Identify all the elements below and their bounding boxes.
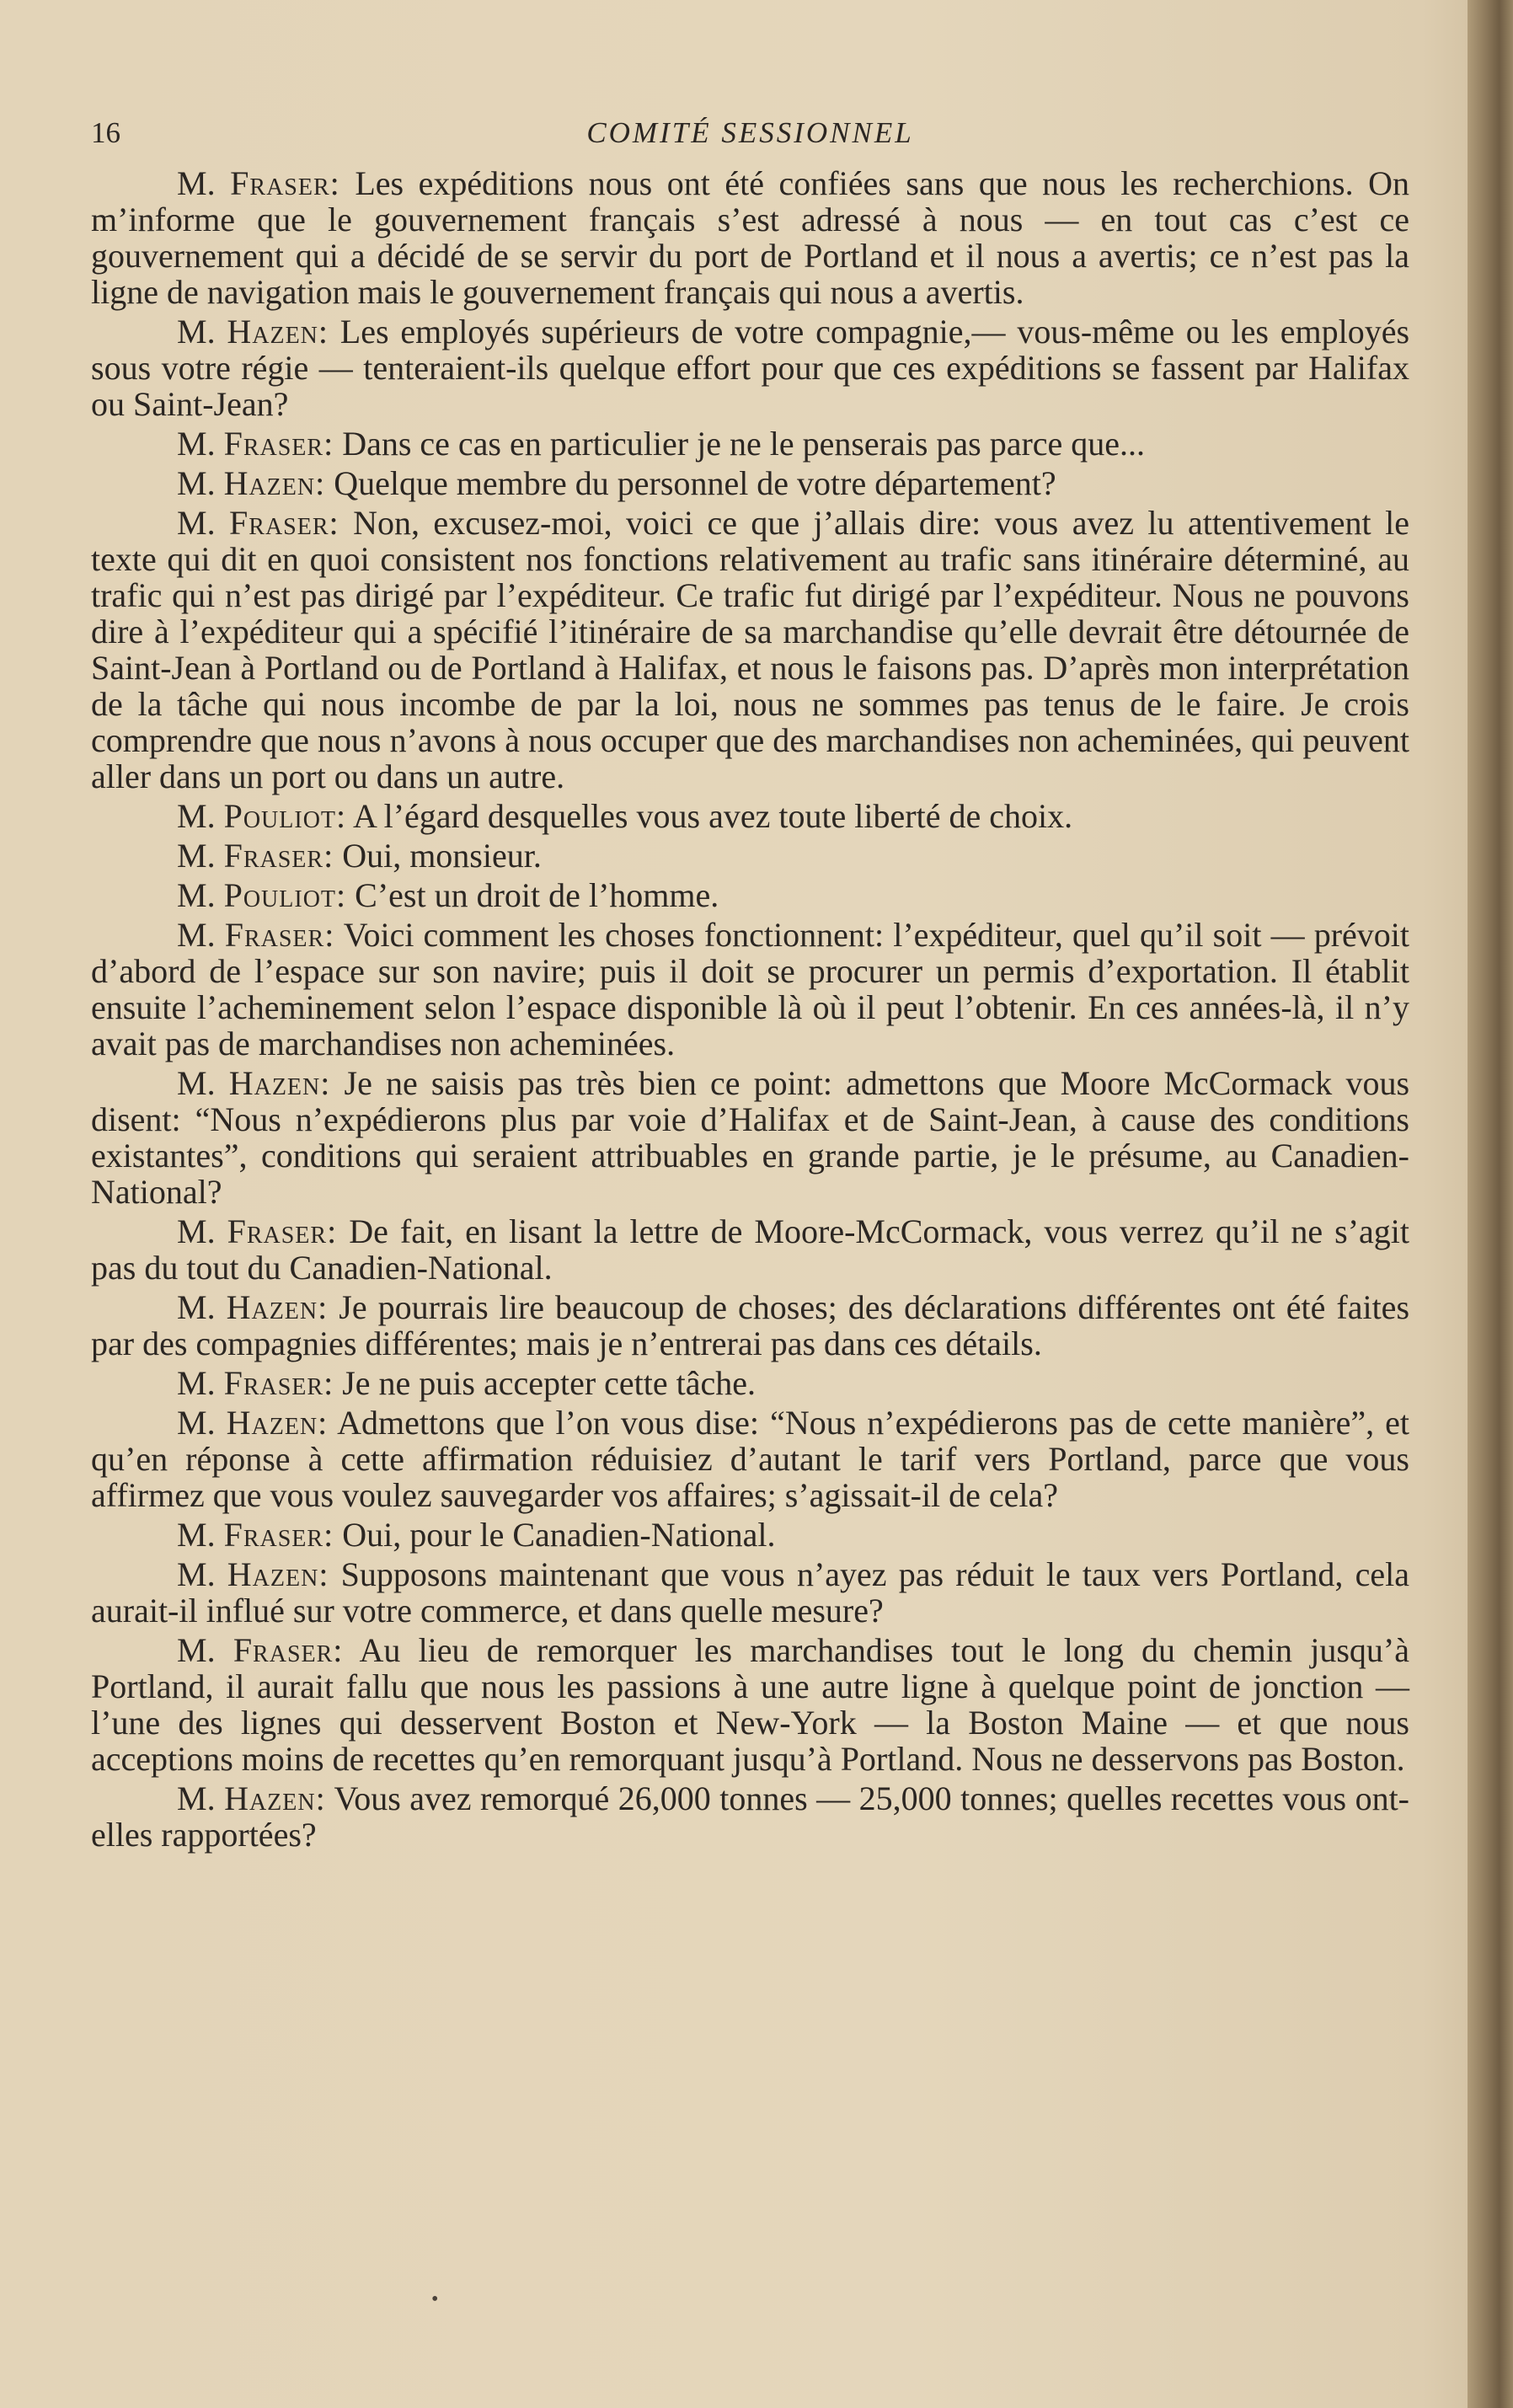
speech-paragraph [91, 1556, 1409, 1629]
speaker-name: Hazen: [228, 1064, 331, 1102]
speaker-honorific: M. [177, 1555, 216, 1593]
page-binding-edge [1468, 0, 1513, 2408]
speech-paragraph [91, 917, 1409, 1062]
page-number: 16 [91, 116, 120, 149]
speech-paragraph [91, 1289, 1409, 1362]
speaker-honorific: M. [177, 464, 216, 502]
speaker-honorific: M. [177, 837, 216, 875]
speaker-name: Fraser: [223, 425, 334, 463]
speaker-name: Fraser: [233, 1631, 344, 1669]
speech-paragraph [91, 1365, 1409, 1401]
speech-text: Non, excusez-moi, voici ce que j’allais dire: vous avez lu attentivement le texte qui dit en quoi consistent nos fonctions relativement au trafic sans itinéraire déterminé, au trafic qui n’est pas dirigé par l’expéditeur. Ce trafic fut dirigé par l’expéditeur. Nous ne pouvons dire à l’expéditeur qui a spécifié l’itinéraire de sa marchandise qu’elle devrait être détournée de Saint-Jean à Portland ou de Portland à Halifax, et nous le faisons pas. D’après mon interprétation de la tâche qui nous incombe de par la loi, nous ne sommes pas tenus de le faire. Je crois comprendre que nous n’avons à nous occuper que des marchandises non acheminées, qui peuvent aller dans un port ou dans un autre. [91, 504, 1409, 795]
speaker-name: Fraser: [227, 1212, 338, 1250]
speaker-name: Fraser: [223, 1364, 334, 1402]
speech-text: Les employés supérieurs de votre compagnie,— vous-même ou les employés sous votre régie — tenteraient-ils quelque effort pour que ces expéditions se fassent par Halifax ou Saint-Jean? [91, 313, 1410, 423]
speech-text: Je ne puis accepter cette tâche. [342, 1364, 756, 1402]
speech-text: Quelque membre du personnel de votre département? [334, 464, 1056, 502]
speaker-name: Hazen: [226, 1288, 329, 1326]
speech-text: Au lieu de remorquer les marchandises tout le long du chemin jusqu’à Portland, il aurait fallu que nous les passions à une autre ligne à quelque point de jonction — l’une des lignes qui desservent Boston et New-York — la Boston Maine — et que nous acceptions moins de recettes qu’en remorquant jusqu’à Portland. Nous ne desservons pas Boston. [91, 1631, 1410, 1778]
speaker-name: Fraser: [223, 1516, 334, 1554]
speaker-honorific: M. [177, 797, 216, 835]
speech-paragraph [91, 1517, 1409, 1553]
speech-paragraph [91, 1065, 1409, 1210]
speaker-name: Fraser: [229, 504, 339, 542]
speaker-honorific: M. [177, 1516, 216, 1554]
speaker-name: Fraser: [223, 837, 334, 875]
speaker-name: Hazen: [223, 464, 326, 502]
speaker-honorific: M. [177, 1212, 216, 1250]
speech-paragraph [91, 798, 1409, 834]
speaker-honorific: M. [177, 1064, 216, 1102]
speech-text: Supposons maintenant que vous n’ayez pas réduit le taux vers Portland, cela aurait-il influé sur votre commerce, et dans quelle mesure? [91, 1555, 1409, 1629]
speech-paragraph [91, 165, 1409, 310]
speech-text: Vous avez remorqué 26,000 tonnes — 25,000 tonnes; quelles recettes vous ont-elles rapportées? [91, 1779, 1410, 1854]
speech-text: Je pourrais lire beaucoup de choses; des déclarations différentes ont été faites par des compagnies différentes; mais je n’entrerai pas dans ces détails. [91, 1288, 1410, 1362]
speech-text: De fait, en lisant la lettre de Moore-McCormack, vous verrez qu’il ne s’agit pas du tout du Canadien-National. [91, 1212, 1410, 1287]
speaker-honorific: M. [177, 504, 216, 542]
speech-text: Oui, monsieur. [342, 837, 542, 875]
speaker-honorific: M. [177, 916, 216, 954]
speaker-honorific: M. [177, 1631, 216, 1669]
speaker-name: Hazen: [226, 1404, 329, 1442]
speech-paragraph [91, 425, 1409, 462]
transcript-body [91, 165, 1409, 1856]
speech-paragraph [91, 313, 1409, 422]
speech-paragraph [91, 1632, 1409, 1777]
speech-paragraph [91, 1780, 1409, 1853]
speech-text: C’est un droit de l’homme. [355, 876, 719, 914]
speaker-honorific: M. [177, 1288, 216, 1326]
speaker-honorific: M. [177, 876, 216, 914]
running-head: COMITÉ SESSIONNEL [586, 116, 914, 149]
speaker-name: Fraser: [224, 916, 335, 954]
page-header [91, 113, 1409, 153]
speech-text: Oui, pour le Canadien-National. [342, 1516, 776, 1554]
speaker-honorific: M. [177, 1779, 216, 1817]
speech-paragraph [91, 877, 1409, 913]
speech-paragraph [91, 505, 1409, 795]
speech-text: Voici comment les choses fonctionnent: l’expéditeur, quel qu’il soit — prévoit d’abord de l’espace sur son navire; puis il doit se procurer un permis d’exportation. Il établit ensuite l’acheminement selon l’espace disponible là où il peut l’obtenir. En ces années-là, il n’y avait pas de marchandises non acheminées. [91, 916, 1410, 1062]
speaker-honorific: M. [177, 313, 216, 350]
speaker-name: Pouliot: [223, 797, 347, 835]
speaker-honorific: M. [177, 1364, 216, 1402]
speaker-honorific: M. [177, 1404, 216, 1442]
speaker-name: Hazen: [227, 1555, 329, 1593]
speech-text: Les expéditions nous ont été confiées sans que nous les recherchions. On m’informe que le gouvernement français s’est adressé à nous — en tout cas c’est ce gouvernement qui a décidé de se servir du port de Portland et il nous a avertis; ce n’est pas la ligne de navigation mais le gouvernement français qui nous a avertis. [91, 164, 1410, 311]
speech-text: Je ne saisis pas très bien ce point: admettons que Moore McCormack vous disent: “Nous n’expédierons plus par voie d’Halifax et de Saint-Jean, à cause des conditions existantes”, conditions qui seraient attribuables en grande partie, je le présume, au Canadien-National? [91, 1064, 1410, 1211]
speaker-name: Hazen: [224, 1779, 326, 1817]
speaker-honorific: M. [177, 425, 216, 463]
speech-text: Dans ce cas en particulier je ne le penserais pas parce que... [342, 425, 1146, 463]
speech-paragraph [91, 1213, 1409, 1286]
speech-text: A l’égard desquelles vous avez toute liberté de choix. [352, 797, 1073, 835]
print-dot-mark: • [431, 2288, 439, 2310]
speaker-name: Fraser: [230, 164, 340, 202]
speaker-name: Hazen: [227, 313, 329, 350]
speech-text: Admettons que l’on vous dise: “Nous n’expédierons pas de cette manière”, et qu’en réponse à cette affirmation réduisiez d’autant le tarif vers Portland, parce que vous affirmez que vous voulez sauvegarder vos affaires; s’agissait-il de cela? [91, 1404, 1410, 1514]
speech-paragraph [91, 837, 1409, 874]
speech-paragraph [91, 465, 1409, 501]
speaker-name: Pouliot: [223, 876, 347, 914]
speaker-honorific: M. [177, 164, 216, 202]
speech-paragraph [91, 1405, 1409, 1513]
